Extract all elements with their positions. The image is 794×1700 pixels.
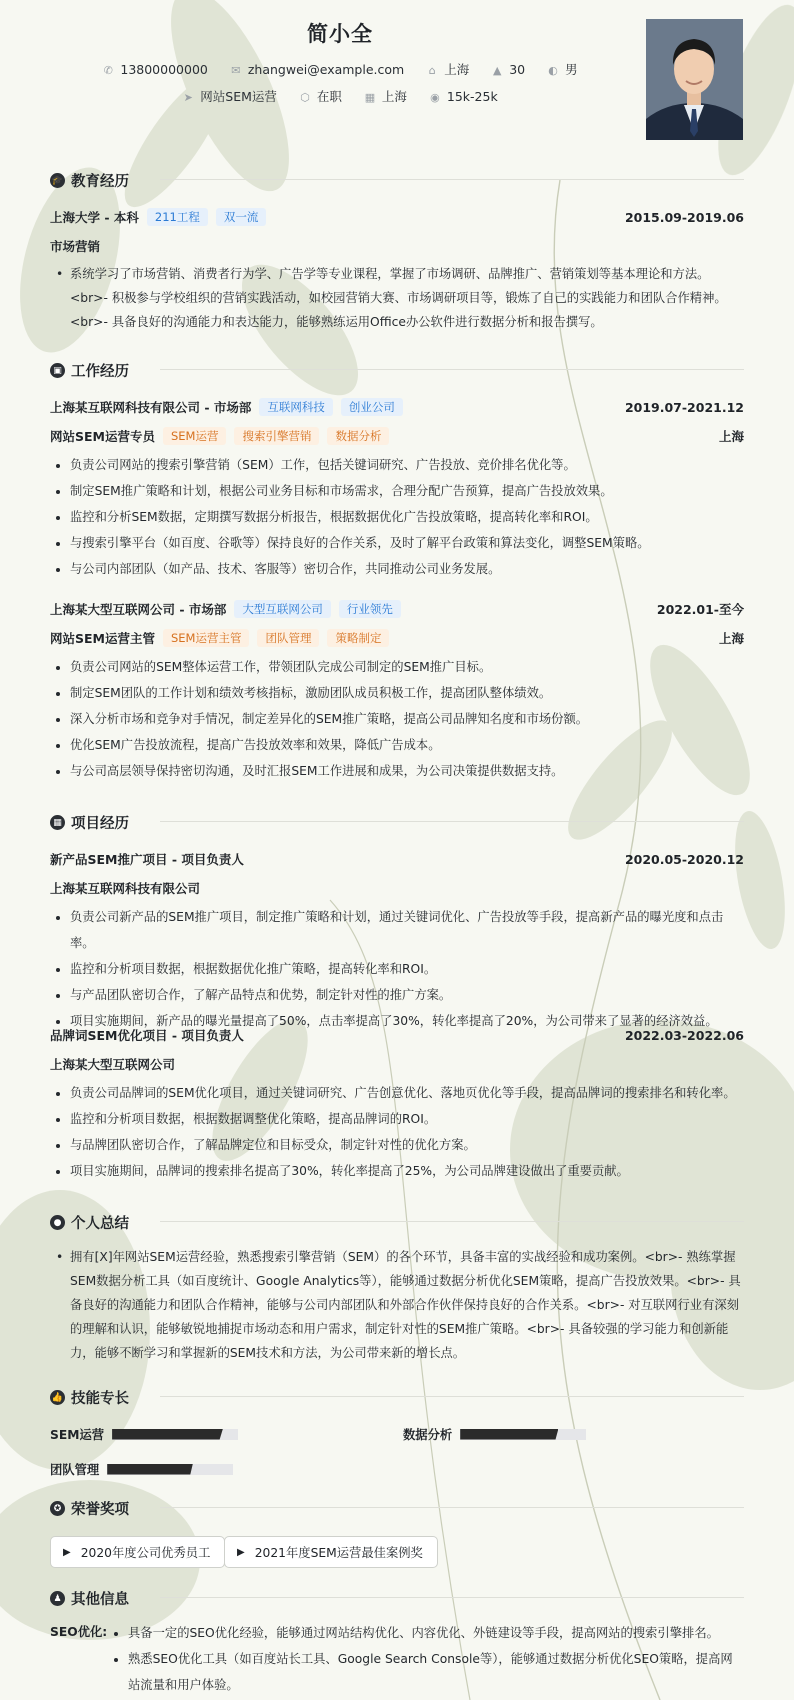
grid-icon: ▦: [50, 815, 65, 830]
skill-name: 团队管理: [50, 1463, 100, 1477]
list-item: • 监控和分析SEM数据，定期撰写数据分析报告，根据数据优化广告投放策略，提高转化率和ROI。: [70, 504, 744, 530]
user-icon: ●: [50, 1215, 65, 1230]
target-city-text: 上海: [381, 89, 407, 104]
list-item: • 项目实施期间，新产品的曝光量提高了50%，点击率提高了30%，转化率提高了20%，为公司带来了显著的经济效益。: [70, 1008, 744, 1034]
education-desc-text: 系统学习了市场营销、消费者行为学、广告学等专业课程，掌握了市场调研、品牌推广、营销策划等基本理论和方法。<br>- 积极参与学校组织的营销实践活动，如校园营销大赛、市场调研项目等，锻炼了自己的实践能力和团队合作精神。<br>- 具备良好的沟通能力和表达能力，能够熟练运用Office办公软件进行数据分析和报告撰写。: [70, 267, 727, 329]
skill-tag: 策略制定: [327, 629, 389, 647]
award-badge: [50, 1536, 225, 1568]
list-item: • 与搜索引擎平台（如百度、谷歌等）保持良好的合作关系，及时了解平台政策和算法变化，调整SEM策略。: [70, 530, 744, 556]
play-icon: ▶: [63, 1546, 71, 1558]
salary: [429, 89, 498, 104]
status-text: 在职: [316, 89, 342, 104]
send-icon: ➤: [183, 91, 193, 104]
company-tag: 大型互联网公司: [234, 600, 331, 618]
people-icon: ♟: [50, 1591, 65, 1606]
list-item: • 与公司内部团队（如产品、技术、客服等）密切合作，共同推动公司业务发展。: [70, 556, 744, 582]
target-job: [182, 87, 277, 105]
divider: [160, 179, 744, 180]
major-text: 市场营销: [50, 239, 101, 254]
project-1-company: [50, 879, 744, 897]
job-1-position: [50, 427, 744, 445]
section-skills-title: [50, 1387, 129, 1408]
skill-tag: 数据分析: [327, 427, 389, 445]
age-icon: ▲: [492, 64, 502, 77]
project-1-bullets: [50, 904, 744, 1034]
contact-row: [0, 60, 680, 78]
education-desc: • 系统学习了市场营销、消费者行为学、广告学等专业课程，掌握了市场调研、品牌推广、营销策划等基本理论和方法。<br>- 积极参与学校组织的营销实践活动，如校园营销大赛、市场调研项目等，锻炼了自己的实践能力和团队合作精神。<br>- 具备良好的沟通能力和表达能力，能够熟练运用Office办公软件进行数据分析和报告撰写。: [56, 267, 727, 329]
target-city: [364, 87, 407, 105]
section-other-title: [50, 1588, 129, 1609]
skill-bar-fill: [112, 1429, 223, 1440]
education-major: [50, 237, 744, 255]
skill-tag: 团队管理: [257, 629, 319, 647]
skill-item: [403, 1425, 586, 1443]
list-item: • 具备一定的SEO优化经验，能够通过网站结构优化、内容优化、外链建设等手段，提高网站的搜索引擎排名。: [128, 1620, 744, 1646]
company: 上海某互联网科技有限公司 - 市场部: [50, 400, 252, 415]
award-text: 2020年度公司优秀员工: [80, 1546, 211, 1560]
list-item: • 优化SEM广告投放流程，提高广告投放效率和效果，降低广告成本。: [70, 732, 744, 758]
job-2-position: [50, 629, 744, 647]
divider: [160, 1396, 744, 1397]
summary-title-text: 个人总结: [71, 1216, 129, 1232]
candidate-name: 简小全: [307, 22, 373, 46]
job-2-bullets: [50, 654, 744, 784]
section-summary-title: [50, 1212, 129, 1233]
skill-bar: [112, 1429, 238, 1440]
job-status: [299, 87, 342, 105]
list-item: • 项目实施期间，品牌词的搜索排名提高了30%，转化率提高了25%，为公司品牌建设做出了重要贡献。: [70, 1158, 744, 1184]
education-title-text: 教育经历: [71, 174, 129, 190]
position: 网站SEM运营主管: [50, 631, 155, 646]
job-2-header: [50, 600, 744, 618]
education-header: [50, 208, 744, 226]
company-tag: 创业公司: [341, 398, 403, 416]
email-text: zhangwei@example.com: [247, 62, 405, 77]
age: [491, 62, 525, 77]
skill-tag: 搜索引擎营销: [234, 427, 319, 445]
work-title-text: 工作经历: [71, 364, 129, 380]
list-item: • 负责公司网站的搜索引擎营销（SEM）工作，包括关键词研究、广告投放、竞价排名优化等。: [70, 452, 744, 478]
list-item: • 与公司高层领导保持密切沟通，及时汇报SEM工作进展和成果，为公司决策提供数据支持。: [70, 758, 744, 784]
job-date: 2019.07-2021.12: [624, 399, 744, 415]
section-education-title: [50, 170, 129, 191]
award-text: 2021年度SEM运营最佳案例奖: [254, 1546, 423, 1560]
project-2-company: [50, 1055, 744, 1073]
divider: [160, 1507, 744, 1508]
salary-text: 15k-25k: [446, 89, 498, 104]
section-work-title: [50, 360, 129, 381]
divider: [160, 1221, 744, 1222]
target-job-text: 网站SEM运营: [200, 89, 277, 104]
graduation-cap-icon: 🎓: [50, 173, 65, 188]
divider: [160, 1597, 744, 1598]
salary-icon: ◉: [430, 91, 440, 104]
project-1-header: [50, 850, 744, 868]
project-2-bullets: [50, 1080, 744, 1184]
skill-name: 数据分析: [403, 1428, 453, 1442]
list-item: • 制定SEM团队的工作计划和绩效考核指标，激励团队成员积极工作，提高团队整体绩效。: [70, 680, 744, 706]
section-projects-title: [50, 812, 129, 833]
project-name: 新产品SEM推广项目 - 项目负责人: [50, 852, 244, 867]
skill-item: [50, 1425, 238, 1443]
avatar: [646, 19, 743, 140]
skill-bar: [107, 1464, 233, 1475]
city: [426, 60, 469, 78]
project-company: 上海某互联网科技有限公司: [50, 881, 201, 896]
skill-tag: SEM运营主管: [163, 629, 250, 647]
list-item: • 深入分析市场和竞争对手情况，制定差异化的SEM推广策略，提高公司品牌知名度和市场份额。: [70, 706, 744, 732]
skill-item: [50, 1460, 233, 1478]
thumbs-up-icon: 👍: [50, 1390, 65, 1405]
age-text: 30: [509, 62, 526, 77]
job-date: 2022.01-至今: [656, 602, 744, 617]
list-item: • 与产品团队密切合作，了解产品特点和优势，制定针对性的推广方案。: [70, 982, 744, 1008]
gender-text: 男: [565, 62, 578, 77]
award-badge: [224, 1536, 438, 1568]
summary-text: • 拥有[X]年网站SEM运营经验，熟悉搜索引擎营销（SEM）的各个环节，具备丰富的实战经验和成功案例。<br>- 熟练掌握SEM数据分析工具（如百度统计、Google Analytics等），能够通过数据分析优化SEM策略，提高广告投放效果。<br>- 具备良好的沟通能力和团队合作精神，能够与公司内部团队和外部合作伙伴保持良好的合作关系。<br>- 对互联网行业有深刻的理解和认识，能够敏锐地捕捉市场动态和用户需求，制定针对性的SEM推广策略。<br>- 具备较强的学习能力和创新能力，能够不断学习和掌握新的SEM技术和方法，为公司带来新的增长点。: [56, 1250, 741, 1360]
awards-title-text: 荣誉奖项: [71, 1502, 129, 1518]
building-icon: ▦: [364, 91, 376, 104]
status-icon: ⬡: [300, 91, 310, 104]
email: [230, 62, 404, 77]
list-item: • 熟悉SEO优化工具（如百度站长工具、Google Search Console等），能够通过数据分析优化SEO策略，提高网站流量和用户体验。: [128, 1646, 744, 1698]
list-item: • 负责公司品牌词的SEM优化项目，通过关键词研究、广告创意优化、落地页优化等手段，提高品牌词的搜索排名和转化率。: [70, 1080, 744, 1106]
job-1-header: [50, 398, 744, 416]
other-label: SEO优化:: [50, 1625, 108, 1639]
education-tag: 双一流: [216, 208, 267, 226]
other-title-text: 其他信息: [71, 1592, 129, 1608]
phone-icon: ✆: [103, 64, 113, 77]
position: 网站SEM运营专员: [50, 429, 155, 444]
play-icon: ▶: [237, 1546, 245, 1558]
divider: [160, 821, 744, 822]
list-item: • 监控和分析项目数据，根据数据优化推广策略，提高转化率和ROI。: [70, 956, 744, 982]
job-location: 上海: [718, 429, 744, 444]
list-item: • 负责公司网站的SEM整体运营工作，带领团队完成公司制定的SEM推广目标。: [70, 654, 744, 680]
briefcase-icon: ▣: [50, 363, 65, 378]
company-tag: 互联网科技: [259, 398, 333, 416]
divider: [160, 369, 744, 370]
project-2-header: [50, 1026, 744, 1044]
phone-text: 13800000000: [120, 62, 208, 77]
skill-bar-fill: [107, 1464, 193, 1475]
project-name: 品牌词SEM优化项目 - 项目负责人: [50, 1028, 244, 1043]
list-item: • 监控和分析项目数据，根据数据调整优化策略，提高品牌词的ROI。: [70, 1106, 744, 1132]
project-date: 2022.03-2022.06: [624, 1027, 744, 1043]
project-company: 上海某大型互联网公司: [50, 1057, 176, 1072]
email-icon: ✉: [231, 64, 241, 77]
company-tag: 行业领先: [339, 600, 401, 618]
list-item: • 制定SEM推广策略和计划，根据公司业务目标和市场需求，合理分配广告预算，提高广告投放效果。: [70, 478, 744, 504]
section-awards-title: [50, 1498, 129, 1519]
job-location: 上海: [718, 631, 744, 646]
job-1-bullets: [50, 452, 744, 582]
skill-bar-fill: [460, 1429, 558, 1440]
list-item: • 与品牌团队密切合作，了解品牌定位和目标受众，制定针对性的优化方案。: [70, 1132, 744, 1158]
gender: [547, 60, 578, 78]
award-icon: ✪: [50, 1501, 65, 1516]
skills-title-text: 技能专长: [71, 1391, 129, 1407]
projects-title-text: 项目经历: [71, 816, 129, 832]
education-date: 2015.09-2019.06: [624, 209, 744, 225]
phone: [102, 62, 207, 77]
skill-tag: SEM运营: [163, 427, 227, 445]
project-date: 2020.05-2020.12: [624, 851, 744, 867]
city-text: 上海: [444, 62, 470, 77]
education-tag: 211工程: [147, 208, 208, 226]
job-intent-row: [0, 87, 680, 105]
gender-icon: ◐: [548, 64, 558, 77]
skill-name: SEM运营: [50, 1428, 105, 1442]
summary-paragraph: 拥有[X]年网站SEM运营经验，熟悉搜索引擎营销（SEM）的各个环节，具备丰富的实战经验和成功案例。<br>- 熟练掌握SEM数据分析工具（如百度统计、Google Analytics等），能够通过数据分析优化SEM策略，提高广告投放效果。<br>- 具备良好的沟通能力和团队合作精神，能够与公司内部团队和外部合作伙伴保持良好的合作关系。<br>- 对互联网行业有深刻的理解和认识，能够敏锐地捕捉市场动态和用户需求，制定针对性的SEM推广策略。<br>- 具备较强的学习能力和创新能力，能够不断学习和掌握新的SEM技术和方法，为公司带来新的增长点。: [70, 1250, 741, 1360]
skill-bar: [460, 1429, 586, 1440]
company: 上海某大型互联网公司 - 市场部: [50, 602, 227, 617]
list-item: • 负责公司新产品的SEM推广项目，制定推广策略和计划，通过关键词优化、广告投放等手段，提高新产品的曝光度和点击率。: [70, 904, 744, 956]
school: 上海大学 - 本科: [50, 210, 139, 225]
location-icon: ⌂: [428, 64, 436, 77]
other-list: [108, 1620, 744, 1698]
